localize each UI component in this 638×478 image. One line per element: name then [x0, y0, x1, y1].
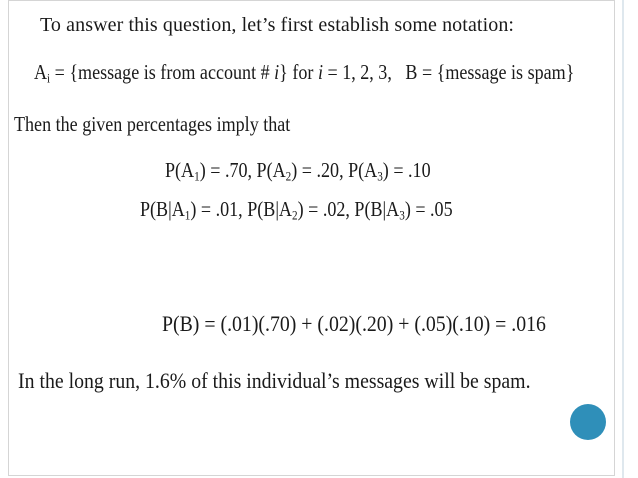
total-probability-equation: P(B) = (.01)(.70) + (.02)(.20) + (.05)(.10) = .016 [162, 311, 546, 336]
conclusion-text: In the long run, 1.6% of this individual’s messages will be spam. [18, 368, 531, 393]
prior-a3: $P(A_3) = .10$ [348, 158, 431, 184]
cond-a3: $P(B|A_3) = .05$ [354, 197, 453, 223]
cond-a1: $P(B|A_1) = .01$, [140, 197, 248, 223]
a-variable: $A_i$ [34, 60, 51, 86]
cond-a2: $P(B|A_2) = .02$, [247, 197, 355, 223]
b-definition: B = {message is spam} [405, 60, 575, 84]
side-rule [622, 0, 624, 478]
prior-probabilities [165, 158, 431, 183]
notation-line: $A_i$ = {message is from account # i} for i = 1, 2, 3, B = {message is spam} [34, 60, 575, 86]
prior-a2: $P(A_2) = .20$, [256, 158, 349, 184]
bullet-circle-icon [570, 404, 606, 440]
then-text: Then the given percentages imply that [14, 112, 291, 136]
intro-text: To answer this question, let’s first establish some notation: [40, 14, 515, 36]
prior-a1: $P(A_1) = .70$, [165, 158, 257, 184]
conditional-probabilities [140, 197, 453, 222]
